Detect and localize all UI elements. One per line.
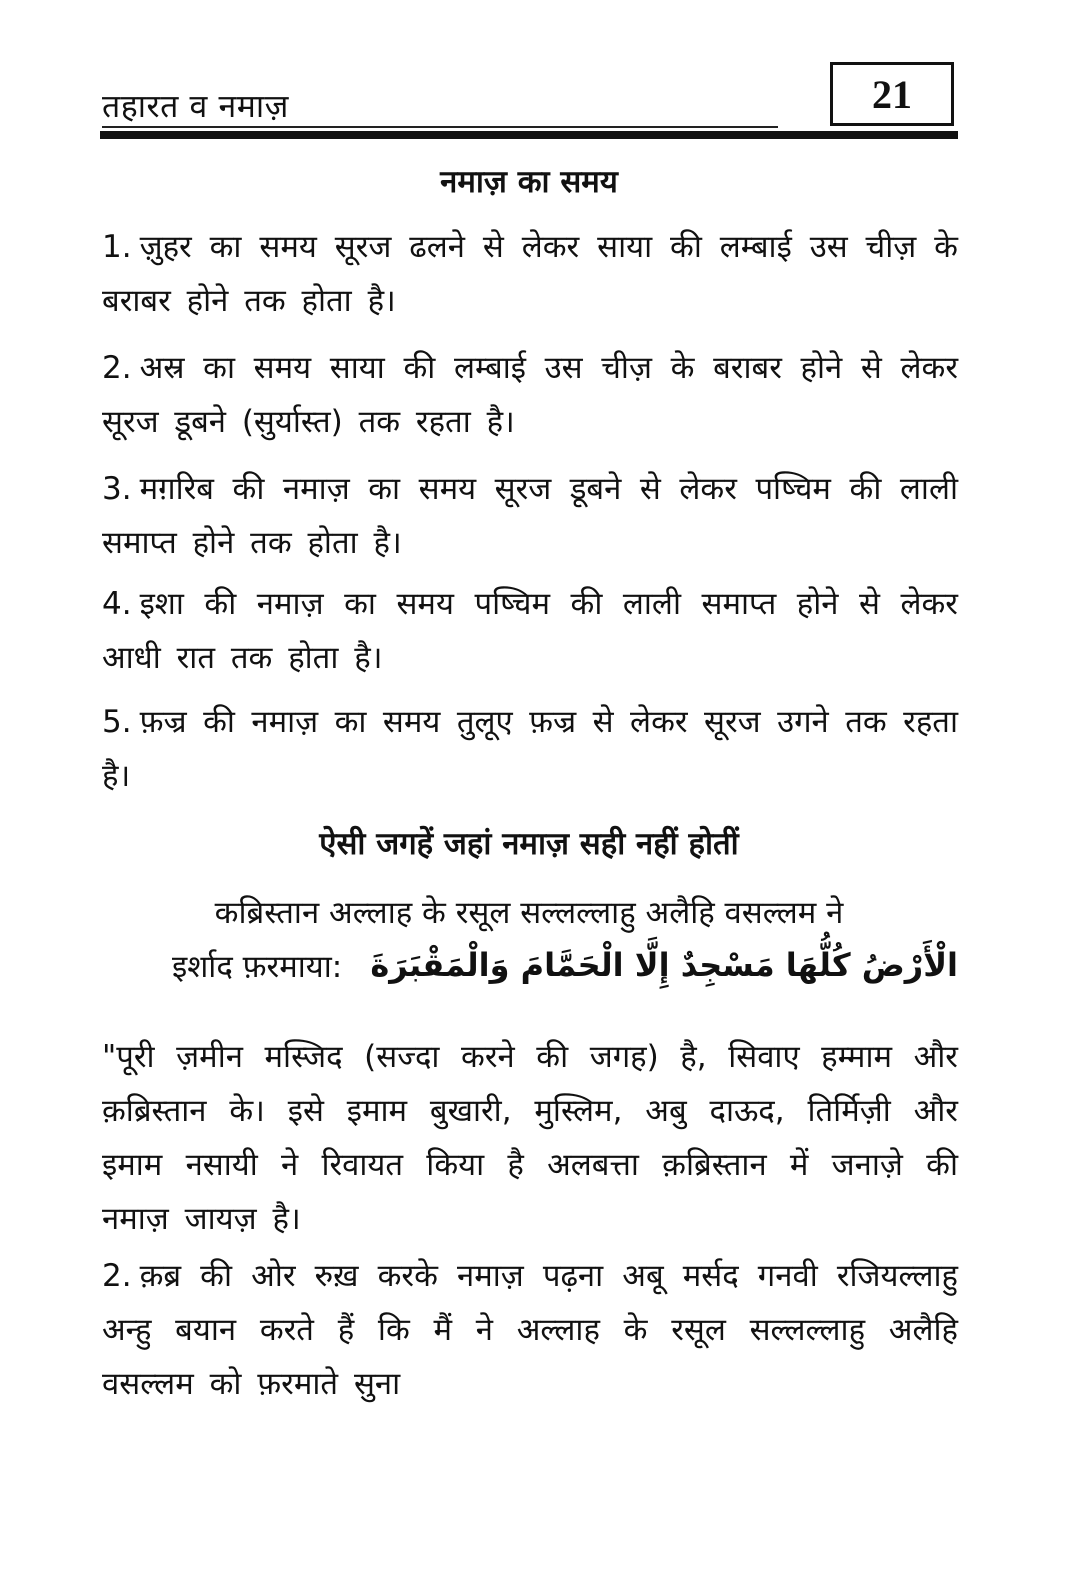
item-number: 4. [102,586,132,622]
page-number-box [830,62,954,126]
item-text: क़ब्र की ओर रुख़ करके नमाज़ पढ़ना अबू मर्सद गनवी रजियल्लाहु अन्हु बयान करते हैं कि मैं ने अल्लाह के रसूल सल्लल्लाहु अलैहि वसल्लम को फ़रमाते सुना [102,1258,958,1402]
list-item-asr [102,341,958,449]
item-text: इशा की नमाज़ का समय पष्चिम की लाली समाप्त होने से लेकर आधी रात तक होता है। [102,586,958,676]
item-number: 2. [102,350,132,386]
list-item-grave-direction [102,1249,958,1411]
list-item-isha [102,577,958,685]
item-number: 5. [102,704,132,740]
hadith-intro-continued: इर्शाद फ़रमाया: [172,949,343,985]
item-number: 2. [102,1258,132,1294]
header-thin-rule [102,126,778,128]
item-text: मग़रिब की नमाज़ का समय सूरज डूबने से लेकर पष्चिम की लाली समाप्त होने तक होता है। [102,471,959,561]
page-number: 21 [872,71,912,117]
item-number: 1. [102,229,132,265]
arabic-hadith-text: الْأَرْضُ كُلُّهَا مَسْجِدٌ إِلَّا الْحَمَّامَ وَالْمَقْبَرَةَ [370,946,958,984]
hadith-intro: कब्रिस्तान अल्लाह के रसूल सल्लल्लाहु अलैहि वसल्लम ने [214,895,844,931]
hadith-translation: "पूरी ज़मीन मस्जिद (सज्दा करने की जगह) है, सिवाए हम्माम और क़ब्रिस्तान के। इसे इमाम बुखारी, मुस्लिम, अबु दाऊद, तिर्मिज़ी और इमाम नसायी ने रिवायत किया है अलबत्ता क़ब्रिस्तान में जनाज़े की नमाज़ जायज़ है। [102,1039,958,1237]
item-text: ज़ुहर का समय सूरज ढलने से लेकर साया की लम्बाई उस चीज़ के बराबर होने तक होता है। [102,229,958,319]
list-item-maghrib [102,462,958,570]
item-number: 3. [102,471,132,507]
section-heading-prayer-times: नमाज़ का समय [440,164,618,200]
item-text: फ़ज्र की नमाज़ का समय तुलूए फ़ज्र से लेकर सूरज उगने तक रहता है। [102,704,958,794]
list-item-zuhr [102,220,958,328]
item-text: अस्र का समय साया की लम्बाई उस चीज़ के बराबर होने से लेकर सूरज डूबने (सुर्यास्त) तक रहता है। [102,350,958,440]
running-title: तहारत व नमाज़ [102,87,289,125]
list-item-fajr [102,695,958,803]
header-thick-rule [100,131,958,139]
section-heading-invalid-places: ऐसी जगहें जहां नमाज़ सही नहीं होतीं [319,826,739,862]
